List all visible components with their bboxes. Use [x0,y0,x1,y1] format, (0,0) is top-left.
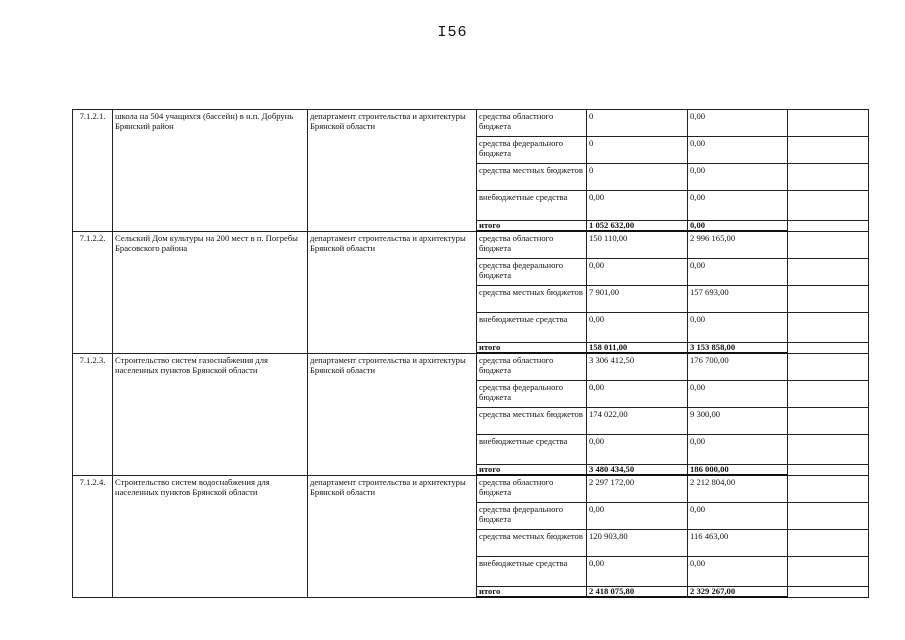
funding-value-2: 176 700,00 [688,353,788,381]
total-value-1: 1 052 632,00 [587,221,688,232]
table-row [73,475,869,503]
funding-value-1: 3 306 412,50 [587,353,688,381]
empty-cell [788,137,869,164]
funding-source: средства федерального бюджета [477,503,587,530]
funding-value-2: 0,00 [688,259,788,286]
empty-cell [788,435,869,465]
funding-value-1: 0 [587,164,688,191]
funding-source: средства федерального бюджета [477,381,587,408]
funding-value-2: 0,00 [688,191,788,221]
funding-source: средства областного бюджета [477,475,587,503]
funding-value-2: 0,00 [688,164,788,191]
project-executor: департамент строительства и архитектуры Брянской области [308,353,477,475]
table-row [73,353,869,381]
total-label: итого [477,587,587,598]
funding-value-1: 0,00 [587,435,688,465]
total-label: итого [477,465,587,476]
empty-cell [788,191,869,221]
funding-source: внебюджетные средства [477,557,587,587]
funding-value-2: 0,00 [688,381,788,408]
funding-value-2: 0,00 [688,137,788,164]
project-code: 7.1.2.4. [73,475,113,597]
funding-value-1: 174 022,00 [587,408,688,435]
funding-value-1: 0,00 [587,313,688,343]
funding-value-1: 0,00 [587,191,688,221]
budget-table-body [73,110,869,598]
funding-value-1: 0,00 [587,381,688,408]
empty-cell [788,164,869,191]
project-executor: департамент строительства и архитектуры Брянской области [308,110,477,232]
empty-cell [788,465,869,476]
funding-source: средства областного бюджета [477,353,587,381]
funding-value-1: 0 [587,137,688,164]
funding-value-2: 2 212 804,00 [688,475,788,503]
empty-cell [788,587,869,598]
funding-source: внебюджетные средства [477,191,587,221]
total-value-1: 2 418 075,80 [587,587,688,598]
funding-value-2: 0,00 [688,435,788,465]
total-value-2: 0,00 [688,221,788,232]
total-value-1: 3 480 434,50 [587,465,688,476]
funding-value-1: 120 903,80 [587,530,688,557]
table-row [73,110,869,137]
project-code: 7.1.2.1. [73,110,113,232]
empty-cell [788,381,869,408]
project-name: школа на 504 учащихся (бассейн) в н.п. Добрунь Брянский район [113,110,308,232]
project-name: Строительство систем газоснабжения для населенных пунктов Брянской области [113,353,308,475]
funding-source: средства областного бюджета [477,110,587,137]
funding-value-1: 0,00 [587,557,688,587]
total-value-1: 158 011,00 [587,343,688,354]
funding-value-1: 150 110,00 [587,231,688,259]
project-name: Строительство систем водоснабжения для населенных пунктов Брянской области [113,475,308,597]
total-label: итого [477,221,587,232]
funding-value-2: 9 300,00 [688,408,788,435]
total-value-2: 2 329 267,00 [688,587,788,598]
project-code: 7.1.2.2. [73,231,113,353]
funding-value-2: 2 996 165,00 [688,231,788,259]
total-value-2: 3 153 858,00 [688,343,788,354]
page-number: I56 [437,24,468,41]
funding-source: средства областного бюджета [477,231,587,259]
funding-value-1: 7 901,00 [587,286,688,313]
funding-value-1: 0 [587,110,688,137]
project-executor: департамент строительства и архитектуры Брянской области [308,475,477,597]
empty-cell [788,503,869,530]
funding-value-2: 0,00 [688,557,788,587]
total-value-2: 186 000,00 [688,465,788,476]
project-code: 7.1.2.3. [73,353,113,475]
funding-value-1: 2 297 172,00 [587,475,688,503]
empty-cell [788,530,869,557]
funding-value-2: 0,00 [688,110,788,137]
funding-source: внебюджетные средства [477,313,587,343]
empty-cell [788,231,869,259]
empty-cell [788,557,869,587]
funding-source: средства федерального бюджета [477,137,587,164]
funding-source: внебюджетные средства [477,435,587,465]
funding-value-2: 0,00 [688,503,788,530]
project-name: Сельский Дом культуры на 200 мест в п. Погребы Брасовского района [113,231,308,353]
total-label: итого [477,343,587,354]
budget-table [72,109,869,598]
funding-value-1: 0,00 [587,503,688,530]
funding-value-2: 157 693,00 [688,286,788,313]
empty-cell [788,343,869,354]
empty-cell [788,221,869,232]
funding-source: средства местных бюджетов [477,530,587,557]
empty-cell [788,408,869,435]
empty-cell [788,259,869,286]
empty-cell [788,286,869,313]
funding-source: средства местных бюджетов [477,164,587,191]
funding-value-1: 0,00 [587,259,688,286]
project-executor: департамент строительства и архитектуры Брянской области [308,231,477,353]
empty-cell [788,313,869,343]
empty-cell [788,353,869,381]
funding-source: средства федерального бюджета [477,259,587,286]
funding-source: средства местных бюджетов [477,286,587,313]
table-row [73,231,869,259]
funding-source: средства местных бюджетов [477,408,587,435]
empty-cell [788,110,869,137]
funding-value-2: 116 463,00 [688,530,788,557]
empty-cell [788,475,869,503]
funding-value-2: 0,00 [688,313,788,343]
